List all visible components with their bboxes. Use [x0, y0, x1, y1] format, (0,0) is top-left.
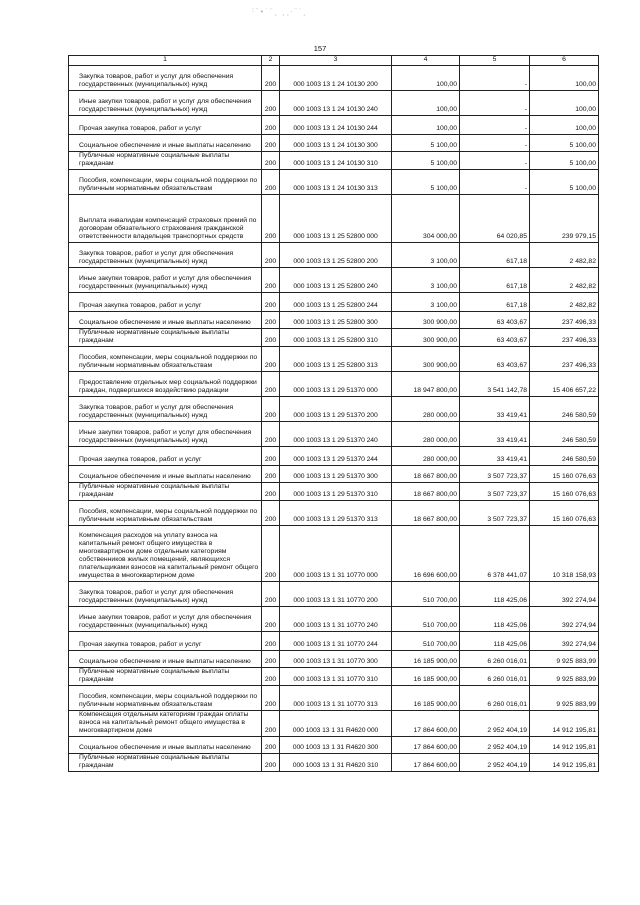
column-number-row [69, 56, 599, 66]
row-name: Пособия, компенсации, меры социальной поддержки по публичным нормативным обязательствам [69, 347, 262, 372]
row-budget-code: 000 1003 13 1 25 52800 244 [280, 293, 392, 312]
table-row [69, 170, 599, 195]
row-budget-code: 000 1003 13 1 31 10770 000 [280, 526, 392, 582]
row-executed-amount: 6 260 016,01 [460, 686, 530, 711]
row-unexecuted-amount: 246 580,59 [530, 447, 599, 466]
row-budget-code: 000 1003 13 1 31 10770 313 [280, 686, 392, 711]
row-line-code: 200 [262, 632, 280, 651]
row-executed-amount: 33 419,41 [460, 447, 530, 466]
table-row [69, 243, 599, 268]
row-line-code: 200 [262, 66, 280, 91]
row-name: Иные закупки товаров, работ и услуг для обеспечения государственных (муниципальных) нужд [69, 422, 262, 447]
row-name: Социальное обеспечение и иные выплаты населению [69, 651, 262, 668]
row-name: Прочая закупка товаров, работ и услуг [69, 447, 262, 466]
row-unexecuted-amount: 10 318 158,93 [530, 526, 599, 582]
row-budget-code: 000 1003 13 1 31 10770 200 [280, 582, 392, 607]
row-executed-amount: - [460, 116, 530, 135]
row-approved-amount: 3 100,00 [392, 243, 460, 268]
table-row [69, 651, 599, 668]
table-row [69, 607, 599, 632]
table-row [69, 293, 599, 312]
row-unexecuted-amount: 9 925 883,99 [530, 668, 599, 686]
row-approved-amount: 16 696 600,00 [392, 526, 460, 582]
row-approved-amount: 18 667 800,00 [392, 466, 460, 483]
row-approved-amount: 16 185 900,00 [392, 651, 460, 668]
table-row [69, 66, 599, 91]
row-approved-amount: 5 100,00 [392, 135, 460, 152]
row-approved-amount: 280 000,00 [392, 397, 460, 422]
row-budget-code: 000 1003 13 1 31 R4620 300 [280, 737, 392, 754]
row-line-code: 200 [262, 754, 280, 772]
table-row [69, 312, 599, 329]
row-budget-code: 000 1003 13 1 25 52800 200 [280, 243, 392, 268]
row-unexecuted-amount: 9 925 883,99 [530, 686, 599, 711]
row-executed-amount: 3 507 723,37 [460, 483, 530, 501]
row-name: Социальное обеспечение и иные выплаты населению [69, 135, 262, 152]
row-line-code: 200 [262, 347, 280, 372]
row-unexecuted-amount: 2 482,82 [530, 293, 599, 312]
row-name: Предоставление отдельных мер социальной поддержки граждан, подвергшихся воздействию радиации [69, 372, 262, 397]
row-budget-code: 000 1003 13 1 25 52800 240 [280, 268, 392, 293]
row-approved-amount: 510 700,00 [392, 632, 460, 651]
row-executed-amount: 63 403,67 [460, 312, 530, 329]
row-executed-amount: 63 403,67 [460, 329, 530, 347]
row-approved-amount: 16 185 900,00 [392, 686, 460, 711]
table-row [69, 195, 599, 243]
column-header: 4 [392, 56, 460, 66]
row-approved-amount: 17 864 600,00 [392, 711, 460, 737]
table-row [69, 91, 599, 116]
column-header: 3 [280, 56, 392, 66]
table-row [69, 686, 599, 711]
row-budget-code: 000 1003 13 1 24 10130 300 [280, 135, 392, 152]
row-executed-amount: - [460, 135, 530, 152]
row-approved-amount: 100,00 [392, 66, 460, 91]
row-budget-code: 000 1003 13 1 29 51370 240 [280, 422, 392, 447]
table-row [69, 372, 599, 397]
row-line-code: 200 [262, 243, 280, 268]
table-row [69, 526, 599, 582]
row-budget-code: 000 1003 13 1 29 51370 244 [280, 447, 392, 466]
row-budget-code: 000 1003 13 1 29 51370 313 [280, 501, 392, 526]
table-row [69, 268, 599, 293]
row-executed-amount: 617,18 [460, 243, 530, 268]
row-budget-code: 000 1003 13 1 24 10130 240 [280, 91, 392, 116]
row-budget-code: 000 1003 13 1 24 10130 310 [280, 152, 392, 170]
row-budget-code: 000 1003 13 1 31 10770 300 [280, 651, 392, 668]
row-approved-amount: 300 900,00 [392, 347, 460, 372]
table-row [69, 347, 599, 372]
row-unexecuted-amount: 2 482,82 [530, 268, 599, 293]
table-row [69, 501, 599, 526]
row-executed-amount: 6 260 016,01 [460, 651, 530, 668]
row-approved-amount: 510 700,00 [392, 582, 460, 607]
row-name: Прочая закупка товаров, работ и услуг [69, 293, 262, 312]
row-unexecuted-amount: 100,00 [530, 66, 599, 91]
row-unexecuted-amount: 237 496,33 [530, 329, 599, 347]
row-unexecuted-amount: 239 979,15 [530, 195, 599, 243]
row-executed-amount: 63 403,67 [460, 347, 530, 372]
row-executed-amount: 617,18 [460, 293, 530, 312]
row-line-code: 200 [262, 466, 280, 483]
row-unexecuted-amount: 246 580,59 [530, 397, 599, 422]
row-name: Закупка товаров, работ и услуг для обеспечения государственных (муниципальных) нужд [69, 397, 262, 422]
row-unexecuted-amount: 14 912 195,81 [530, 754, 599, 772]
row-budget-code: 000 1003 13 1 25 52800 313 [280, 347, 392, 372]
row-approved-amount: 304 000,00 [392, 195, 460, 243]
table-row [69, 422, 599, 447]
row-budget-code: 000 1003 13 1 25 52800 000 [280, 195, 392, 243]
row-unexecuted-amount: 237 496,33 [530, 312, 599, 329]
row-name: Компенсация отдельным категориям граждан оплаты взноса на капитальный ремонт общего имущества в многоквартирном доме [69, 711, 262, 737]
column-header: 5 [460, 56, 530, 66]
row-unexecuted-amount: 15 406 657,22 [530, 372, 599, 397]
row-unexecuted-amount: 9 925 883,99 [530, 651, 599, 668]
row-name: Прочая закупка товаров, работ и услуг [69, 116, 262, 135]
row-line-code: 200 [262, 312, 280, 329]
row-approved-amount: 18 947 800,00 [392, 372, 460, 397]
row-approved-amount: 280 000,00 [392, 447, 460, 466]
row-budget-code: 000 1003 13 1 31 10770 244 [280, 632, 392, 651]
row-approved-amount: 17 864 600,00 [392, 754, 460, 772]
budget-table [68, 55, 599, 772]
row-executed-amount: 118 425,06 [460, 607, 530, 632]
row-approved-amount: 3 100,00 [392, 268, 460, 293]
row-line-code: 200 [262, 372, 280, 397]
row-name: Прочая закупка товаров, работ и услуг [69, 632, 262, 651]
row-unexecuted-amount: 5 100,00 [530, 135, 599, 152]
row-line-code: 200 [262, 116, 280, 135]
row-approved-amount: 18 667 800,00 [392, 501, 460, 526]
row-approved-amount: 100,00 [392, 116, 460, 135]
row-name: Публичные нормативные социальные выплаты гражданам [69, 329, 262, 347]
row-budget-code: 000 1003 13 1 29 51370 000 [280, 372, 392, 397]
row-name: Иные закупки товаров, работ и услуг для обеспечения государственных (муниципальных) нужд [69, 268, 262, 293]
row-line-code: 200 [262, 170, 280, 195]
row-line-code: 200 [262, 483, 280, 501]
row-name: Компенсация расходов на уплату взноса на капитальный ремонт общего имущества в многоквартирном доме отдельным категориям собственников жилых помещений, являющихся плательщиками взносов на капитальный ремонт общего имущества в многоквартирном доме [69, 526, 262, 582]
row-executed-amount: 2 952 404,19 [460, 754, 530, 772]
row-executed-amount: 6 378 441,07 [460, 526, 530, 582]
row-line-code: 200 [262, 422, 280, 447]
row-approved-amount: 5 100,00 [392, 152, 460, 170]
table-row [69, 737, 599, 754]
table-row [69, 668, 599, 686]
row-executed-amount: 3 541 142,78 [460, 372, 530, 397]
row-budget-code: 000 1003 13 1 31 R4620 000 [280, 711, 392, 737]
row-name: Иные закупки товаров, работ и услуг для обеспечения государственных (муниципальных) нужд [69, 91, 262, 116]
row-approved-amount: 280 000,00 [392, 422, 460, 447]
row-budget-code: 000 1003 13 1 24 10130 200 [280, 66, 392, 91]
row-line-code: 200 [262, 711, 280, 737]
row-line-code: 200 [262, 686, 280, 711]
table-row [69, 152, 599, 170]
row-unexecuted-amount: 14 912 195,81 [530, 711, 599, 737]
table-row [69, 466, 599, 483]
row-name: Публичные нормативные социальные выплаты гражданам [69, 483, 262, 501]
table-row [69, 447, 599, 466]
row-approved-amount: 17 864 600,00 [392, 737, 460, 754]
row-budget-code: 000 1003 13 1 29 51370 310 [280, 483, 392, 501]
row-budget-code: 000 1003 13 1 29 51370 200 [280, 397, 392, 422]
table-row [69, 116, 599, 135]
row-name: Пособия, компенсации, меры социальной поддержки по публичным нормативным обязательствам [69, 170, 262, 195]
row-unexecuted-amount: 392 274,94 [530, 582, 599, 607]
row-line-code: 200 [262, 329, 280, 347]
row-name: Пособия, компенсации, меры социальной поддержки по публичным нормативным обязательствам [69, 501, 262, 526]
row-executed-amount: - [460, 66, 530, 91]
table-row [69, 483, 599, 501]
table-row [69, 135, 599, 152]
row-unexecuted-amount: 392 274,94 [530, 632, 599, 651]
table-row [69, 711, 599, 737]
row-unexecuted-amount: 14 912 195,81 [530, 737, 599, 754]
row-executed-amount: 3 507 723,37 [460, 501, 530, 526]
row-name: Закупка товаров, работ и услуг для обеспечения государственных (муниципальных) нужд [69, 243, 262, 268]
column-header: 2 [262, 56, 280, 66]
row-executed-amount: 2 952 404,19 [460, 711, 530, 737]
row-line-code: 200 [262, 526, 280, 582]
row-name: Социальное обеспечение и иные выплаты населению [69, 737, 262, 754]
row-line-code: 200 [262, 651, 280, 668]
row-executed-amount: 6 260 016,01 [460, 668, 530, 686]
row-line-code: 200 [262, 447, 280, 466]
row-budget-code: 000 1003 13 1 31 R4620 310 [280, 754, 392, 772]
row-budget-code: 000 1003 13 1 31 10770 240 [280, 607, 392, 632]
row-budget-code: 000 1003 13 1 24 10130 244 [280, 116, 392, 135]
row-executed-amount: - [460, 152, 530, 170]
table-row [69, 397, 599, 422]
row-name: Социальное обеспечение и иные выплаты населению [69, 466, 262, 483]
row-approved-amount: 300 900,00 [392, 312, 460, 329]
row-unexecuted-amount: 15 160 076,63 [530, 466, 599, 483]
row-budget-code: 000 1003 13 1 24 10130 313 [280, 170, 392, 195]
row-line-code: 200 [262, 195, 280, 243]
row-name: Публичные нормативные социальные выплаты гражданам [69, 668, 262, 686]
column-header: 6 [530, 56, 599, 66]
row-name: Выплата инвалидам компенсаций страховых премий по договорам обязательного страхования гражданской ответственности владельцев транспортных средств [69, 195, 262, 243]
row-budget-code: 000 1003 13 1 25 52800 300 [280, 312, 392, 329]
table-row [69, 754, 599, 772]
row-executed-amount: - [460, 170, 530, 195]
row-executed-amount: 33 419,41 [460, 397, 530, 422]
row-line-code: 200 [262, 397, 280, 422]
row-name: Закупка товаров, работ и услуг для обеспечения государственных (муниципальных) нужд [69, 582, 262, 607]
row-line-code: 200 [262, 135, 280, 152]
row-executed-amount: 118 425,06 [460, 582, 530, 607]
row-approved-amount: 100,00 [392, 91, 460, 116]
row-unexecuted-amount: 392 274,94 [530, 607, 599, 632]
table-row [69, 329, 599, 347]
row-unexecuted-amount: 5 100,00 [530, 170, 599, 195]
row-name: Закупка товаров, работ и услуг для обеспечения государственных (муниципальных) нужд [69, 66, 262, 91]
row-name: Социальное обеспечение и иные выплаты населению [69, 312, 262, 329]
row-line-code: 200 [262, 293, 280, 312]
row-name: Публичные нормативные социальные выплаты гражданам [69, 152, 262, 170]
row-executed-amount: 3 507 723,37 [460, 466, 530, 483]
row-unexecuted-amount: 237 496,33 [530, 347, 599, 372]
row-line-code: 200 [262, 668, 280, 686]
column-header: 1 [69, 56, 262, 66]
row-approved-amount: 16 185 900,00 [392, 668, 460, 686]
row-unexecuted-amount: 100,00 [530, 116, 599, 135]
row-unexecuted-amount: 15 160 076,63 [530, 501, 599, 526]
table-row [69, 582, 599, 607]
row-approved-amount: 3 100,00 [392, 293, 460, 312]
scan-stamp: ·́¨•˙¨¸ ¸˛·¨˙¸ [252, 8, 308, 16]
row-approved-amount: 300 900,00 [392, 329, 460, 347]
page-number: 157 [313, 44, 327, 53]
row-approved-amount: 18 667 800,00 [392, 483, 460, 501]
row-line-code: 200 [262, 501, 280, 526]
row-budget-code: 000 1003 13 1 29 51370 300 [280, 466, 392, 483]
row-executed-amount: - [460, 91, 530, 116]
row-executed-amount: 617,18 [460, 268, 530, 293]
row-unexecuted-amount: 15 160 076,63 [530, 483, 599, 501]
row-executed-amount: 64 020,85 [460, 195, 530, 243]
row-executed-amount: 33 419,41 [460, 422, 530, 447]
row-budget-code: 000 1003 13 1 25 52800 310 [280, 329, 392, 347]
row-unexecuted-amount: 246 580,59 [530, 422, 599, 447]
row-budget-code: 000 1003 13 1 31 10770 310 [280, 668, 392, 686]
row-name: Иные закупки товаров, работ и услуг для обеспечения государственных (муниципальных) нужд [69, 607, 262, 632]
row-name: Пособия, компенсации, меры социальной поддержки по публичным нормативным обязательствам [69, 686, 262, 711]
row-line-code: 200 [262, 91, 280, 116]
row-executed-amount: 118 425,06 [460, 632, 530, 651]
row-unexecuted-amount: 5 100,00 [530, 152, 599, 170]
row-line-code: 200 [262, 582, 280, 607]
row-unexecuted-amount: 100,00 [530, 91, 599, 116]
row-line-code: 200 [262, 152, 280, 170]
row-unexecuted-amount: 2 482,82 [530, 243, 599, 268]
table-row [69, 632, 599, 651]
row-line-code: 200 [262, 737, 280, 754]
row-approved-amount: 510 700,00 [392, 607, 460, 632]
row-line-code: 200 [262, 607, 280, 632]
row-line-code: 200 [262, 268, 280, 293]
row-name: Публичные нормативные социальные выплаты гражданам [69, 754, 262, 772]
row-approved-amount: 5 100,00 [392, 170, 460, 195]
row-executed-amount: 2 952 404,19 [460, 737, 530, 754]
